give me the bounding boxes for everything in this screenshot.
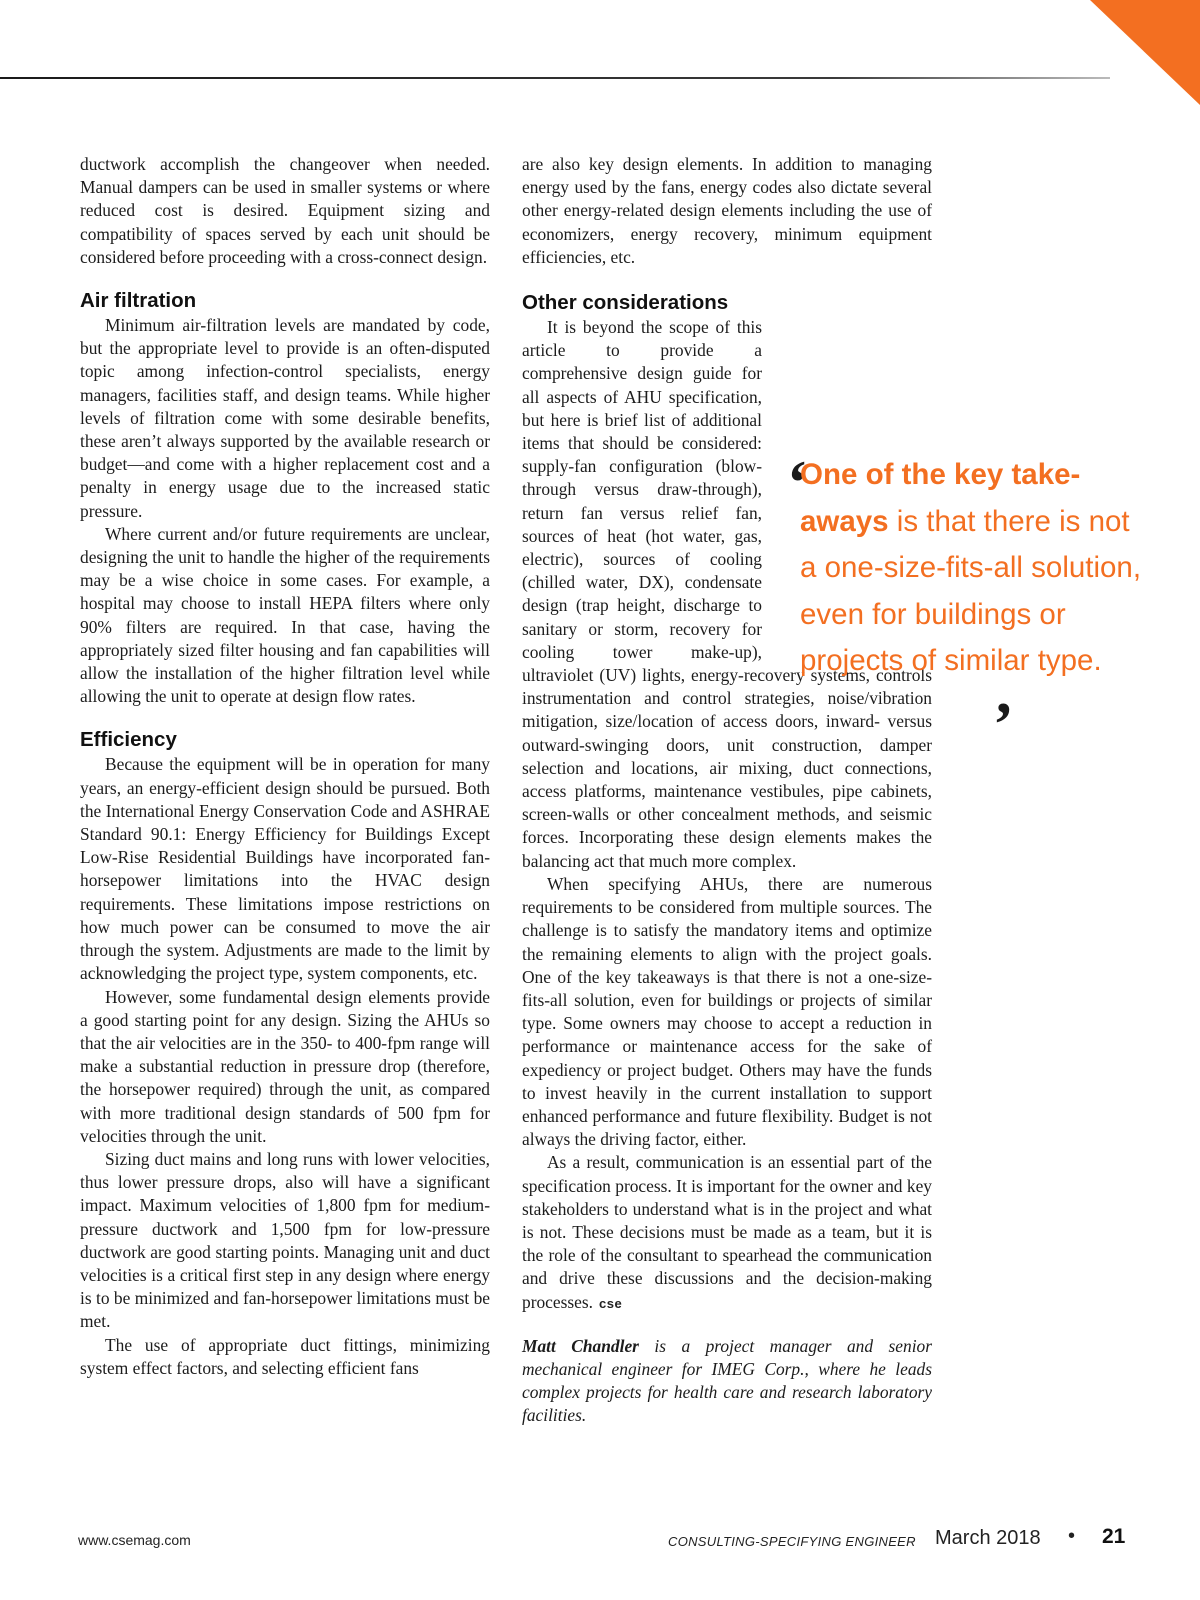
paragraph: It is beyond the scope of this article to provide a comprehensive design guide for all aspects of AHU specification, but here is brief list of additional items that should be considered: supply-fan configuration (blow-through versus draw-through), return fan versus relief fan, sources of heat (hot water, gas, electric), sources of cooling (chilled water, DX), condensate design (trap height, discharge to sanitary or storm, recovery for cooling tower make-up), ultraviolet (UV) lights, energy-recovery systems, controls instrumentation and control strategies, noise/vibration mitigation, size/location of access doors, inward- versus outward-swinging doors, unit construction, damper selection and locations, air mixing, duct connections, access platforms, maintenance vestibules, pipe cabinets, screen-walls or other concealment methods, and seismic forces. Incorporating these design elements makes the balancing act that much more complex. — [522, 317, 932, 871]
pull-quote-text: is that there is not a one-size-fits-all solution, even for buildings or projects of similar type. — [800, 504, 1142, 677]
paragraph: Where current and/or future requirements are unclear, designing the unit to handle the higher of the requirements may be a wise choice in some cases. For example, a hospital may choose to install HEPA filters where only 90% filters are required. In that case, having the appropriately sized filter housing and fan capabilities will allow the installation of the higher filtration level while allowing the unit to operate at design flow rates. — [80, 523, 490, 707]
pull-quote — [800, 452, 1145, 685]
header-rule — [0, 77, 1110, 79]
paragraph: Minimum air-filtration levels are mandated by code, but the appropriate level to provide is an often-disputed topic among infection-control specialists, energy managers, facilities staff, and design teams. While higher levels of filtration come with some desirable benefits, these aren’t always supported by the available research or budget—and come with a higher replacement cost and a penalty in energy usage due to the increased static pressure. — [80, 315, 490, 521]
footer-date: March 2018 — [935, 1527, 1041, 1549]
footer-magazine-name: CONSULTING-SPECIFYING ENGINEER — [668, 1534, 916, 1549]
footer-url[interactable]: www.csemag.com — [78, 1532, 191, 1548]
paragraph: However, some fundamental design elements provide a good starting point for any design. Sizing the AHUs so that the air velocities are in the 350- to 400-fpm range will make a substantial reduction in pressure drop (therefore, the horsepower required) through the unit, as compared with more traditional design standards of 500 fpm for velocities through the unit. — [80, 986, 490, 1146]
pull-quote-bold: One of the key take- aways — [800, 458, 1081, 538]
close-quote-mark: ’ — [993, 691, 1014, 759]
author-bio — [522, 1335, 932, 1428]
open-quote-mark: ‘ — [787, 449, 808, 517]
left-column — [80, 153, 490, 1380]
end-mark-logo: cse — [599, 1295, 623, 1311]
corner-accent-triangle — [1090, 0, 1200, 105]
section-heading-other-considerations: Other considerations — [522, 291, 729, 315]
paragraph: ductwork accomplish the changeover when needed. Manual dampers can be used in smaller systems or where reduced cost is desired. Equipment sizing and compatibility of spaces served by each unit should be considered before proceeding with a cross-connect design. — [80, 154, 490, 267]
paragraph: When specifying AHUs, there are numerous requirements to be considered from multiple sources. The challenge is to satisfy the mandatory items and optimize the remaining elements to align with the project goals. One of the key takeaways is that there is not a one-size-fits-all solution, even for buildings or projects of similar type. Some owners may choose to accept a reduction in performance or maintenance access for the sake of expediency or project budget. Others may have the funds to invest heavily in the current installation to support enhanced performance and future flexibility. Budget is not always the driving factor, either. — [522, 873, 932, 1150]
paragraph-with-end-mark — [522, 1151, 932, 1314]
paragraph: Sizing duct mains and long runs with lower velocities, thus lower pressure drops, also will have a significant impact. Maximum velocities of 1,800 fpm for medium-pressure ductwork and 1,500 fpm for low-pressure ductwork are good starting points. Managing unit and duct velocities is a critical first step in any design where energy is to be minimized and fan-horsepower limitations must be met. — [80, 1148, 490, 1332]
page-number: 21 — [1102, 1525, 1126, 1548]
section-heading-air-filtration: Air filtration — [80, 289, 197, 313]
paragraph: Because the equipment will be in operation for many years, an energy-efficient design should be pursued. Both the International Energy Conservation Code and ASHRAE Standard 90.1: Energy Efficiency for Buildings Except Low-Rise Residential Buildings have incorporated fan-horsepower limitations into the HVAC design requirements. These limitations impose restrictions on how much power can be consumed to move the air through the system. Adjustments are made to the limit by acknowledging the project type, system components, etc. — [80, 754, 490, 984]
paragraph-text: As a result, communication is an essential part of the specification process. It is important for the owner and key stakeholders to understand what is in the project and what is not. These decisions must be made as a team, but it is the role of the consultant to spearhead the communication and drive these discussions and the decision-making processes. — [522, 1152, 932, 1312]
right-column — [522, 153, 932, 1428]
paragraph: The use of appropriate duct fittings, minimizing system effect factors, and selecting efficient fans — [80, 1334, 490, 1378]
author-name: Matt Chandler — [522, 1335, 639, 1356]
footer-bullet: • — [1068, 1525, 1076, 1547]
section-heading-efficiency: Efficiency — [80, 728, 177, 752]
paragraph: are also key design elements. In addition to managing energy used by the fans, energy codes also dictate several other energy-related design elements including the use of economizers, energy recovery, minimum equipment efficiencies, etc. — [522, 154, 932, 267]
author-bio-text: is a project manager and senior mechanical engineer for IMEG Corp., where he leads complex projects for health care and research laboratory facilities. — [522, 1335, 932, 1426]
